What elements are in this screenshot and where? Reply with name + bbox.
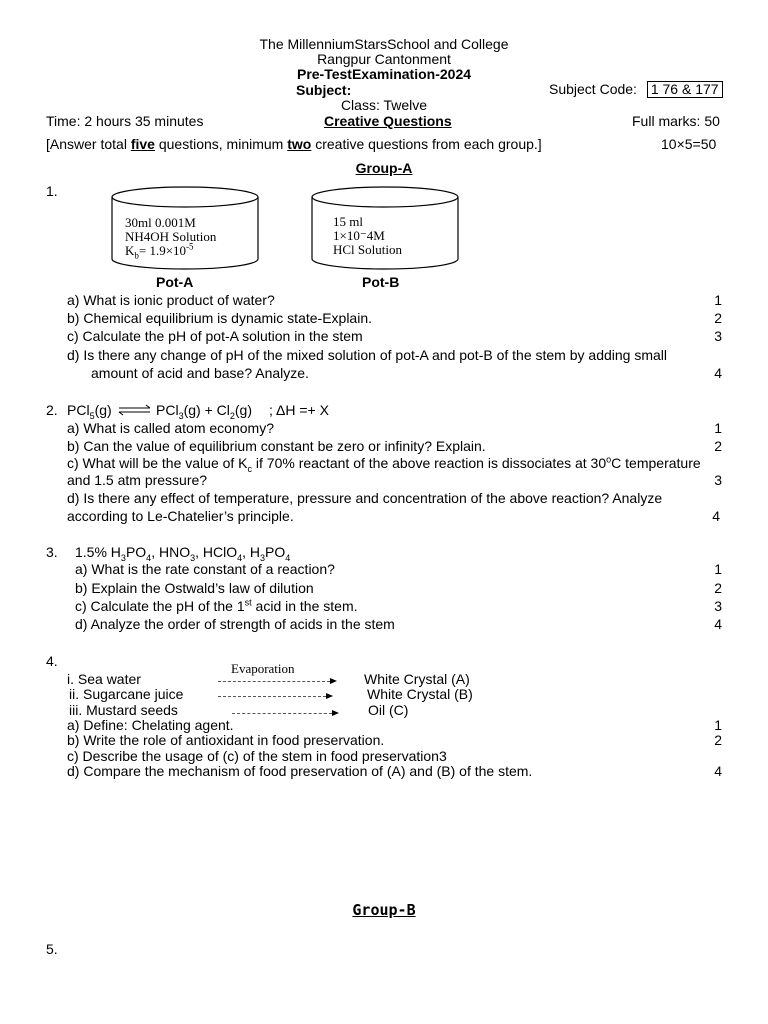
q1-b: b) Chemical equilibrium is dynamic state-Explain. <box>67 310 373 326</box>
q1-a: a) What is ionic product of water? <box>67 292 275 308</box>
q2-mark-d: 4 <box>712 508 720 524</box>
group-a-title: Group-A <box>355 160 413 176</box>
q1-mark-a: 1 <box>714 292 722 308</box>
q3-stem: 1.5% $H_3PO_4$, $HNO_3$, HClO$_4$, $H_3PO_4$ <box>75 544 291 563</box>
pot-b-drawing <box>308 183 463 275</box>
q3-number: 3. <box>46 544 58 560</box>
q4-item-iii: iii. Mustard seeds <box>69 702 178 718</box>
pot-b-line1: 15 ml <box>333 214 363 229</box>
q3-c: c) Calculate the pH of the 1st acid in the stem. <box>75 597 358 614</box>
q2-d-line1: d) Is there any effect of temperature, pressure and concentration of the above reaction? Analyze <box>67 490 663 506</box>
full-marks: Full marks: 50 <box>632 113 720 129</box>
subject-code-box: 1 76 & 177 <box>647 81 723 98</box>
q2-c-line2: and 1.5 atm pressure? <box>67 472 208 488</box>
q4-a: a) Define: Chelating agent. <box>67 717 234 733</box>
group-b-title: Group-B <box>352 901 416 919</box>
q2-equation-left: PCl$_5$(g) <box>67 402 112 421</box>
pot-a-line2: NH4OH Solution <box>125 229 217 244</box>
arrow-line-2 <box>218 696 326 697</box>
pot-a-line1: 30ml 0.001M <box>125 215 196 230</box>
subject-code-label: Subject Code: <box>549 81 637 97</box>
q4-result-iii: Oil (C) <box>368 702 409 718</box>
q2-mark-b: 2 <box>714 438 722 454</box>
q2-number: 2. <box>46 402 58 418</box>
school-name: The MillenniumStarsSchool and College <box>259 36 509 52</box>
class-line: Class: Twelve <box>340 97 428 113</box>
q4-result-ii: White Crystal (B) <box>367 686 473 702</box>
evaporation-label: Evaporation <box>231 661 295 676</box>
time-line: Time: 2 hours 35 minutes <box>46 113 204 129</box>
q4-b: b) Write the role of antioxidant in food preservation. <box>67 732 385 748</box>
q4-mark-b: 2 <box>714 732 722 748</box>
q2-a: a) What is called atom economy? <box>67 420 274 436</box>
q4-c: c) Describe the usage of (c) of the stem in food preservation3 <box>67 748 447 764</box>
q5-number: 5. <box>46 941 58 957</box>
instruction-pre: [Answer total <box>46 136 131 152</box>
q1-mark-d: 4 <box>714 365 722 381</box>
instruction <box>46 136 542 153</box>
q2-d-line2: according to Le-Chatelier’s principle. <box>67 508 294 524</box>
pot-b-line3: HCl Solution <box>333 242 402 257</box>
q3-mark-b: 2 <box>714 580 722 596</box>
marks-formula: 10×5=50 <box>661 136 717 152</box>
arrow-line-1 <box>218 681 330 682</box>
q3-mark-d: 4 <box>714 616 722 632</box>
pot-a-label: Pot-A <box>156 274 194 290</box>
arrow-right-icon <box>332 710 339 716</box>
instruction-mid: questions, minimum <box>154 136 288 152</box>
q1-d-line1: d) Is there any change of pH of the mixed solution of pot-A and pot-B of the stem by adding small <box>67 347 668 363</box>
q1-c: c) Calculate the pH of pot-A solution in the stem <box>67 328 363 344</box>
q4-mark-d: 4 <box>714 763 722 779</box>
q3-mark-c: 3 <box>714 598 722 614</box>
q2-mark-a: 1 <box>714 420 722 436</box>
q1-number: 1. <box>46 183 58 199</box>
q3-a: a) What is the rate constant of a reaction? <box>75 561 335 577</box>
school-location: Rangpur Cantonment <box>317 51 451 67</box>
q4-number: 4. <box>46 653 58 669</box>
q3-d: d) Analyze the order of strength of acids in the stem <box>75 616 395 632</box>
arrow-right-icon <box>326 693 333 699</box>
q4-result-i: White Crystal (A) <box>364 671 470 687</box>
instruction-post: creative questions from each group.] <box>311 136 542 152</box>
q1-d-line2: amount of acid and base? Analyze. <box>91 365 309 381</box>
instruction-two: two <box>287 136 312 152</box>
equilibrium-arrows-icon <box>118 404 152 416</box>
q2-enthalpy: ; ΔH =+ X <box>269 402 329 418</box>
pot-b-label: Pot-B <box>362 274 400 290</box>
q2-mark-c: 3 <box>714 472 722 488</box>
q3-mark-a: 1 <box>714 561 722 577</box>
q4-mark-a: 1 <box>714 717 722 733</box>
arrow-right-icon <box>330 678 337 684</box>
q1-mark-c: 3 <box>714 328 722 344</box>
pot-a-line3: $K_b= 1.9\times 10^{-5}$ <box>125 241 194 261</box>
q4-item-i: i. Sea water <box>67 671 141 687</box>
pot-b-line2: 1×10⁻4M <box>333 228 385 243</box>
q2-b: b) Can the value of equilibrium constant be zero or infinity? Explain. <box>67 438 486 454</box>
q4-item-ii: ii. Sugarcane juice <box>69 686 184 702</box>
subject-label: Subject: <box>296 82 352 98</box>
q4-d: d) Compare the mechanism of food preservation of (A) and (B) of the stem. <box>67 763 533 779</box>
q3-b: b) Explain the Ostwald’s law of dilution <box>75 580 314 596</box>
q2-equation-right: $PCl_3(g) + Cl_2(g)$ <box>156 402 253 421</box>
exam-title: Pre-TestExamination-2024 <box>296 66 472 82</box>
q1-mark-b: 2 <box>714 310 722 326</box>
q2-c-line1: c) What will be the value of $K_c$ if 70% reactant of the above reaction is dissociates at 30$^o$C temperature <box>67 454 701 474</box>
instruction-five: five <box>130 136 155 152</box>
subject-code <box>549 81 723 98</box>
arrow-line-3 <box>232 713 332 714</box>
section-title: Creative Questions <box>324 113 452 129</box>
